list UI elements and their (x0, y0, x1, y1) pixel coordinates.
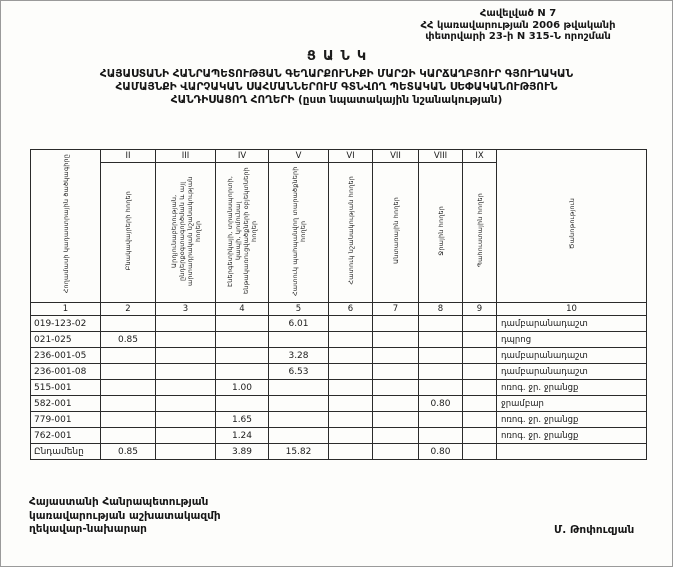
column-number: 3 (156, 303, 216, 316)
area-value-cell (329, 332, 373, 348)
totals-value-cell (156, 444, 216, 460)
category-column-header (463, 163, 497, 303)
note-cell: ոռոգ. ջր. ջրանցք (497, 380, 647, 396)
area-value-cell (156, 316, 216, 332)
area-value-cell (156, 396, 216, 412)
area-value-cell (329, 412, 373, 428)
column-number: 1 (31, 303, 101, 316)
signature-title-line-1: Հայաստանի Հանրապետության (29, 496, 209, 508)
signature-block (29, 496, 221, 537)
area-value-cell (101, 412, 156, 428)
area-value-cell: 6.01 (269, 316, 329, 332)
land-parcels-table (30, 149, 647, 460)
category-column-header-text: Հատուկ նշանակության հողեր (346, 176, 355, 285)
annex-line-2: ՀՀ կառավարության 2006 թվականի (420, 19, 616, 31)
category-column-header-text: Պահուստային հողեր (475, 193, 484, 268)
category-column-header (101, 163, 156, 303)
area-value-cell (463, 428, 497, 444)
area-value-cell (156, 380, 216, 396)
note-cell: դպրոց (497, 332, 647, 348)
area-value-cell (101, 396, 156, 412)
roman-numeral-VI: VI (329, 150, 373, 163)
totals-value-cell: 0.85 (101, 444, 156, 460)
area-value-cell: 3.28 (269, 348, 329, 364)
area-value-cell (329, 364, 373, 380)
area-value-cell (216, 332, 269, 348)
category-column-header-text: Էներգետիկայի, տրանսպորտի, կապի, կոմունալ ենթակառուցվածքների օբյեկտների հողեր (226, 167, 258, 294)
table-row (31, 396, 647, 412)
area-value-cell (463, 380, 497, 396)
column-number: 5 (269, 303, 329, 316)
table-row (31, 428, 647, 444)
area-value-cell: 6.53 (269, 364, 329, 380)
area-value-cell (269, 332, 329, 348)
roman-numeral-VIII: VIII (419, 150, 463, 163)
area-value-cell (269, 396, 329, 412)
subtitle-line-3: ՀԱՆԴԻՍԱՑՈՂ ՀՈՂԵՐԻ (ըստ նպատակային նշանակության) (170, 94, 503, 106)
table-row (31, 380, 647, 396)
category-column-header (216, 163, 269, 303)
area-value-cell (463, 412, 497, 428)
totals-note-cell (497, 444, 647, 460)
area-value-cell (373, 316, 419, 332)
cadastral-code-cell: 019-123-02 (31, 316, 101, 332)
cadastral-code-column-header-text: Հողամասի կադաստրային ծածկագիրը (61, 154, 70, 294)
area-value-cell (329, 348, 373, 364)
area-value-cell (463, 316, 497, 332)
note-cell: ջրամբար (497, 396, 647, 412)
signature-title-line-2: կառավարության աշխատակազմի (29, 509, 221, 522)
note-cell: դամբարանադաշտ (497, 364, 647, 380)
category-column-header-text: Անտառային հողեր (391, 197, 400, 264)
area-value-cell: 1.24 (216, 428, 269, 444)
area-value-cell (373, 412, 419, 428)
area-value-cell (216, 364, 269, 380)
area-value-cell (216, 348, 269, 364)
subtitle-line-2: ՀԱՄԱՅՆՔԻ ՎԱՐՉԱԿԱՆ ՍԱՀՄԱՆՆԵՐՈՒՄ ԳՏՆՎՈՂ ՊԵՏԱԿԱՆ ՍԵՓԱԿԱՆՈՒԹՅՈՒՆ (115, 81, 558, 93)
area-value-cell (463, 396, 497, 412)
area-value-cell (329, 316, 373, 332)
roman-numeral-VII: VII (373, 150, 419, 163)
signature-title-line-3: ղեկավար-նախարար (29, 523, 147, 535)
area-value-cell: 0.80 (419, 396, 463, 412)
cadastral-code-cell: 236-001-08 (31, 364, 101, 380)
note-column-header (497, 150, 647, 303)
category-column-header (329, 163, 373, 303)
totals-value-cell: 3.89 (216, 444, 269, 460)
table-row (31, 316, 647, 332)
roman-numeral-III: III (156, 150, 216, 163)
area-value-cell (216, 396, 269, 412)
note-cell: դամբարանադաշտ (497, 348, 647, 364)
area-value-cell (329, 396, 373, 412)
area-value-cell (101, 428, 156, 444)
area-value-cell (419, 428, 463, 444)
area-value-cell: 1.00 (216, 380, 269, 396)
area-value-cell (419, 412, 463, 428)
roman-numeral-II: II (101, 150, 156, 163)
totals-value-cell: 0.80 (419, 444, 463, 460)
area-value-cell (101, 348, 156, 364)
area-value-cell (419, 380, 463, 396)
area-value-cell (101, 316, 156, 332)
totals-label: Ընդամենը (31, 444, 101, 460)
column-number: 10 (497, 303, 647, 316)
table-head (31, 150, 647, 303)
cadastral-code-column-header (31, 150, 101, 303)
area-value-cell (373, 348, 419, 364)
area-value-cell (419, 316, 463, 332)
totals-value-cell (463, 444, 497, 460)
note-cell: ոռոգ. ջր. ջրանցք (497, 428, 647, 444)
category-column-header-text: Բնակավայրերի հողեր (124, 190, 132, 271)
area-value-cell (156, 364, 216, 380)
area-value-cell (463, 364, 497, 380)
column-number: 2 (101, 303, 156, 316)
area-value-cell (463, 348, 497, 364)
column-number: 9 (463, 303, 497, 316)
column-number: 4 (216, 303, 269, 316)
roman-numeral-V: V (269, 150, 329, 163)
note-cell: դամբարանադաշտ (497, 316, 647, 332)
cadastral-code-cell: 779-001 (31, 412, 101, 428)
annex-header (384, 8, 652, 43)
column-number: 8 (419, 303, 463, 316)
note-column-header-text: Ծանոթություն (567, 198, 576, 250)
table-row (31, 348, 647, 364)
table-body (31, 303, 647, 460)
totals-row (31, 444, 647, 460)
roman-numeral-row (31, 150, 647, 163)
area-value-cell (101, 380, 156, 396)
area-value-cell (156, 428, 216, 444)
category-column-header (269, 163, 329, 303)
cadastral-code-cell: 762-001 (31, 428, 101, 444)
column-number: 7 (373, 303, 419, 316)
area-value-cell (419, 332, 463, 348)
document-subtitle (1, 68, 672, 107)
area-value-cell (269, 412, 329, 428)
area-value-cell (463, 332, 497, 348)
category-column-header (419, 163, 463, 303)
area-value-cell (373, 428, 419, 444)
area-value-cell: 1.65 (216, 412, 269, 428)
area-value-cell (329, 428, 373, 444)
area-value-cell (419, 364, 463, 380)
area-value-cell (101, 364, 156, 380)
totals-value-cell: 15.82 (269, 444, 329, 460)
area-value-cell (269, 380, 329, 396)
subtitle-line-1: ՀԱՅԱՍՏԱՆԻ ՀԱՆՐԱՊԵՏՈՒԹՅԱՆ ԳԵՂԱՐՔՈՒՆԻՔԻ ՄԱՐԶԻ ԿԱՐՃԱՂԲՅՈՒՐ ԳՅՈՒՂԱԿԱՆ (99, 68, 574, 80)
area-value-cell (269, 428, 329, 444)
column-number-row (31, 303, 647, 316)
roman-numeral-IV: IV (216, 150, 269, 163)
cadastral-code-cell: 515-001 (31, 380, 101, 396)
table-row (31, 332, 647, 348)
category-column-header-text: Հատուկ պահպանվող տարածքների հողեր (290, 165, 307, 296)
area-value-cell (373, 332, 419, 348)
cadastral-code-cell: 582-001 (31, 396, 101, 412)
annex-line-3: փետրվարի 23-ի N 315-Ն որոշման (425, 31, 611, 42)
area-value-cell: 0.85 (101, 332, 156, 348)
area-value-cell (329, 380, 373, 396)
table-row (31, 412, 647, 428)
annex-line-1: Հավելված N 7 (479, 8, 557, 19)
cadastral-code-cell: 021-025 (31, 332, 101, 348)
area-value-cell (419, 348, 463, 364)
table-row (31, 364, 647, 380)
area-value-cell (373, 364, 419, 380)
area-value-cell (373, 396, 419, 412)
area-value-cell (156, 412, 216, 428)
totals-value-cell (329, 444, 373, 460)
area-value-cell (373, 380, 419, 396)
signatory-name: Մ. Թոփուզյան (554, 524, 635, 536)
note-cell: ոռոգ. ջր. ջրանցք (497, 412, 647, 428)
column-number: 6 (329, 303, 373, 316)
category-column-header-text: Արդյունաբերության, ընդերքօգտագործման և այլ արտադրական նշանակության հողեր (169, 175, 202, 286)
roman-numeral-IX: IX (463, 150, 497, 163)
area-value-cell (156, 348, 216, 364)
category-column-header (156, 163, 216, 303)
category-column-header-text: Ջրային հողեր (436, 205, 445, 256)
document-title: ՑԱՆԿ (306, 49, 374, 64)
cadastral-code-cell: 236-001-05 (31, 348, 101, 364)
totals-value-cell (373, 444, 419, 460)
category-column-header (373, 163, 419, 303)
area-value-cell (216, 316, 269, 332)
area-value-cell (156, 332, 216, 348)
